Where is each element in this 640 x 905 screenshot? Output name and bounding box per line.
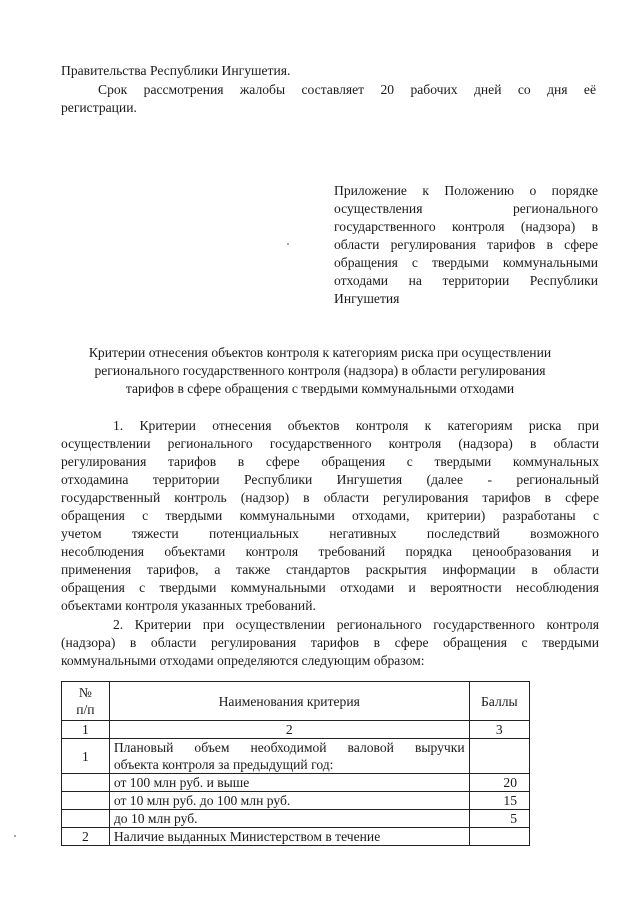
table-row — [62, 810, 530, 828]
row-name: от 10 млн руб. до 100 млн руб. — [109, 792, 469, 810]
appendix-line: осуществления регионального — [334, 201, 598, 216]
header-cell-number — [62, 682, 110, 721]
table-row — [62, 774, 530, 792]
index-cell: 2 — [109, 721, 469, 739]
top-line-3: регистрации. — [61, 100, 137, 115]
row-number — [62, 774, 110, 792]
paragraph-line: осуществлении регионального государственного контроля (надзора) в области — [61, 436, 599, 451]
row-name-line: объекта контроля за предыдущий год: — [113, 757, 334, 772]
paragraph-line: отходамина территории Республики Ингушетия (далее - региональный — [61, 472, 599, 487]
header-cell-points: Баллы — [469, 682, 529, 721]
row-name: Наличие выданных Министерством в течение — [109, 828, 469, 846]
row-points — [469, 828, 529, 846]
appendix-line: государственного контроля (надзора) в — [334, 219, 598, 234]
paragraph-line: регулирования тарифов в сфере обращения с твердыми коммунальных — [61, 454, 599, 469]
scan-speck — [14, 835, 16, 837]
paragraph-line: обращения с твердыми коммунальными отходами, критерии) разработаны с — [61, 508, 599, 523]
header-number-sign: № — [78, 685, 92, 700]
appendix-line: Ингушетия — [334, 291, 400, 306]
row-name: от 100 млн руб. и выше — [109, 774, 469, 792]
scan-speck — [287, 243, 289, 245]
table-index-row — [62, 721, 530, 739]
appendix-line: обращения с твердыми коммунальными — [334, 255, 598, 270]
table-header-row — [62, 682, 530, 721]
header-cell-name: Наименования критерия — [109, 682, 469, 721]
paragraph-line: 1. Критерии отнесения объектов контроля к категориям риска при — [113, 418, 599, 433]
row-name-line: Плановый объем необходимой валовой выручки — [113, 740, 465, 755]
paragraph-line: государственный контроль (надзор) в области регулирования тарифов в сфере — [61, 490, 599, 505]
row-number: 1 — [62, 739, 110, 774]
row-points — [469, 739, 529, 774]
table-row — [62, 792, 530, 810]
paragraph-line: (надзора) в области регулирования тарифов в сфере обращения с твердыми — [61, 635, 599, 650]
criteria-table — [61, 681, 530, 846]
paragraph-line: обращения с твердыми коммунальными отходами и вероятности несоблюдения — [61, 580, 599, 595]
row-name — [109, 739, 469, 774]
index-cell: 3 — [469, 721, 529, 739]
appendix-line: отходами на территории Республики — [334, 273, 598, 288]
index-cell: 1 — [62, 721, 110, 739]
paragraph-line: применения тарифов, а также стандартов раскрытия информации в области — [61, 562, 599, 577]
top-line-1: Правительства Республики Ингушетия. — [61, 63, 291, 78]
appendix-line: Приложение к Положению о порядке — [334, 183, 598, 198]
paragraph-line: объектами контроля указанных требований. — [61, 598, 316, 613]
paragraph-line: 2. Критерии при осуществлении регионального государственного контроля — [113, 617, 599, 632]
title-line: регионального государственного контроля (надзора) в области регулирования — [94, 363, 546, 378]
paragraph-line: коммунальными отходами определяются следующим образом: — [61, 653, 425, 668]
row-number — [62, 810, 110, 828]
title-line: Критерии отнесения объектов контроля к категориям риска при осуществлении — [88, 345, 552, 360]
row-points: 20 — [469, 774, 529, 792]
row-name: до 10 млн руб. — [109, 810, 469, 828]
row-number: 2 — [62, 828, 110, 846]
row-points: 15 — [469, 792, 529, 810]
paragraph-line: несоблюдения объектами контроля требований порядка ценообразования и — [61, 544, 599, 559]
table-row — [62, 739, 530, 774]
top-line-2: Срок рассмотрения жалобы составляет 20 рабочих дней со дня её — [98, 82, 596, 97]
paragraph-line: учетом тяжести потенциальных негативных последствий возможного — [61, 526, 599, 541]
row-number — [62, 792, 110, 810]
table-row — [62, 828, 530, 846]
title-line: тарифов в сфере обращения с твердыми коммунальными отходами — [125, 381, 515, 396]
row-points: 5 — [469, 810, 529, 828]
appendix-line: области регулирования тарифов в сфере — [334, 237, 598, 252]
header-number-label: п/п — [76, 702, 95, 717]
